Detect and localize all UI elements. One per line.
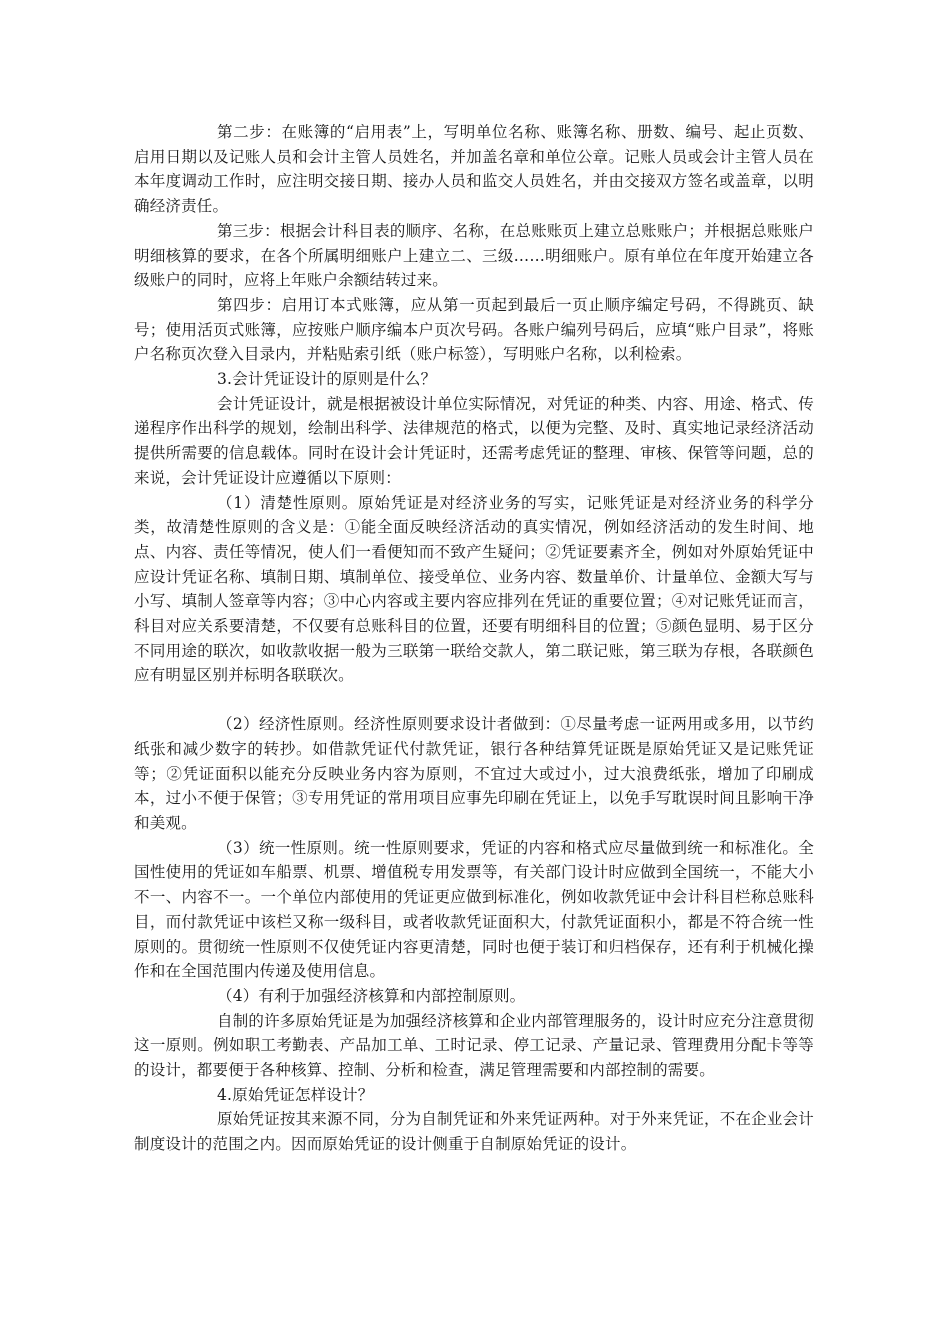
paragraph-control-principle-title: （4）有利于加强经济核算和内部控制原则。 bbox=[217, 986, 526, 1005]
paragraph-control-principle-body: 自制的许多原始凭证是为加强经济核算和企业内部管理服务的，设计时应充分注意贯彻这一原则。例如职工考勤表、产品加工单、工时记录、停工记录、产量记录、管理费用分配卡等等的设计，都要便于各种核算、控制、分析和检查，满足管理需要和内部控制的需要。 bbox=[134, 1011, 814, 1080]
paragraph-step-three: 第三步：根据会计科目表的顺序、名称，在总账账页上建立总账账户；并根据总账账户明细核算的要求，在各个所属明细账户上建立二、三级……明细账户。原有单位在年度开始建立各级账户的同时，应将上年账户余额结转过来。 bbox=[134, 221, 814, 290]
document-body bbox=[134, 120, 814, 1157]
paragraph-original-voucher-design: 原始凭证按其来源不同，分为自制凭证和外来凭证两种。对于外来凭证，不在企业会计制度设计的范围之内。因而原始凭证的设计侧重于自制原始凭证的设计。 bbox=[134, 1110, 814, 1154]
paragraph-uniformity-principle: （3）统一性原则。统一性原则要求，凭证的内容和格式应尽量做到统一和标准化。全国性使用的凭证如车船票、机票、增值税专用发票等，有关部门设计时应做到全国统一，不能大小不一、内容不一。一个单位内部使用的凭证更应做到标准化，例如收款凭证中会计科目栏称总账科目，而付款凭证中该栏又称一级科目，或者收款凭证面积大，付款凭证面积小，都是不符合统一性原则的。贯彻统一性原则不仅使凭证内容更清楚，同时也便于装订和归档保存，还有利于机械化操作和在全国范围内传递及使用信息。 bbox=[134, 838, 814, 981]
paragraph-economy-principle: （2）经济性原则。经济性原则要求设计者做到：①尽量考虑一证两用或多用，以节约纸张和减少数字的转抄。如借款凭证代付款凭证，银行各种结算凭证既是原始凭证又是记账凭证等；②凭证面积以能充分反映业务内容为原则，不宜过大或过小，过大浪费纸张，增加了印刷成本，过小不便于保管；③专用凭证的常用项目应事先印刷在凭证上，以免手写耽误时间且影响干净和美观。 bbox=[134, 715, 814, 832]
paragraph-voucher-design-intro: 会计凭证设计，就是根据被设计单位实际情况，对凭证的种类、内容、用途、格式、传递程序作出科学的规划，绘制出科学、法律规范的格式，以便为完整、及时、真实地记录经济活动提供所需要的信息载体。同时在设计会计凭证时，还需考虑凭证的整理、审核、保管等问题，总的来说，会计凭证设计应遵循以下原则： bbox=[134, 394, 814, 487]
question-heading-4: 4.原始凭证怎样设计？ bbox=[217, 1085, 374, 1104]
paragraph-step-two: 第二步：在账簿的“启用表”上，写明单位名称、账簿名称、册数、编号、起止页数、启用日期以及记账人员和会计主管人员姓名，并加盖名章和单位公章。记账人员或会计主管人员在本年度调动工作时，应注明交接日期、接办人员和监交人员姓名，并由交接双方签名或盖章，以明确经济责任。 bbox=[134, 123, 814, 216]
paragraph-step-four: 第四步：启用订本式账簿，应从第一页起到最后一页止顺序编定号码，不得跳页、缺号；使用活页式账簿，应按账户顺序编本户页次号码。各账户编列号码后，应填“账户目录”，将账户名称页次登入目录内，并粘贴索引纸（账户标签），写明账户名称，以利检索。 bbox=[134, 295, 814, 364]
paragraph-clarity-principle: （1）清楚性原则。原始凭证是对经济业务的写实，记账凭证是对经济业务的科学分类，故清楚性原则的含义是：①能全面反映经济活动的真实情况，例如经济活动的发生时间、地点、内容、责任等情况，使人们一看便知而不致产生疑问；②凭证要素齐全，例如对外原始凭证中应设计凭证名称、填制日期、填制单位、接受单位、业务内容、数量单价、计量单位、金额大写与小写、填制人签章等内容；③中心内容或主要内容应排列在凭证的重要位置；④对记账凭证而言，科目对应关系要清楚，不仅要有总账科目的位置，还要有明细科目的位置；⑤颜色显明、易于区分不同用途的联次，如收款收据一般为三联第一联给交款人，第二联记账，第三联为存根，各联颜色应有明显区别并标明各联联次。 bbox=[134, 493, 814, 685]
question-heading-3: 3.会计凭证设计的原则是什么？ bbox=[217, 370, 437, 389]
